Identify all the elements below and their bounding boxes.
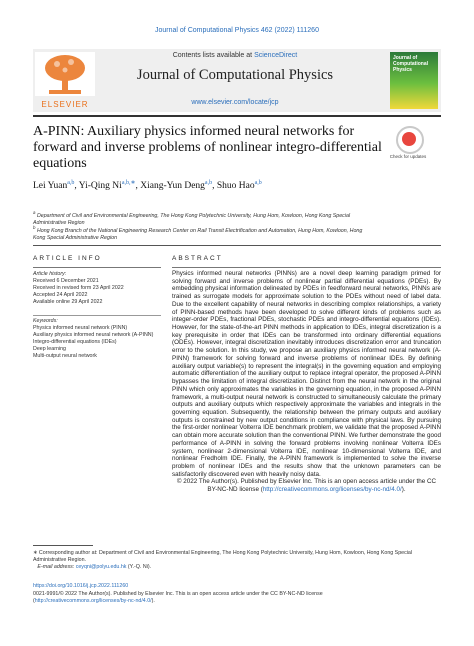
- affiliation-marker: a: [33, 210, 36, 215]
- history-label: Article history:: [33, 271, 67, 277]
- abstract-heading: ABSTRACT: [172, 255, 223, 262]
- license-suffix: ).: [401, 486, 406, 494]
- license-statement: [172, 478, 441, 493]
- history-item: Available online 29 April 2022: [33, 298, 103, 305]
- keyword-item: Auxiliary physics informed neural network (A-PINN): [33, 331, 154, 338]
- article-info-rule: [33, 267, 161, 268]
- affiliation-text: Hong Kong Branch of the National Engineering Research Center on Rail Transit Electrification and Automation, Hung Hom, Kowloon, Hong Kong Special Administrative Region: [33, 227, 363, 241]
- check-for-updates-label[interactable]: Check for updates: [389, 154, 427, 159]
- license-prefix: © 2022 The Author(s). Published by Elsevier Inc. This is an open access article under the CC BY-NC-ND license (: [176, 478, 437, 494]
- abstract-rule: [172, 267, 441, 268]
- copyright-notice: 0021-9991/© 2022 The Author(s). Published by Elsevier Inc. This is an open access article under the CC BY-NC-ND license (http://creativecommons.org/licenses/by-nc-nd/4.0/).: [33, 591, 441, 605]
- footnote-rule: [33, 545, 93, 546]
- author-affiliation-marker[interactable]: a,b: [204, 180, 213, 186]
- history-item: Accepted 24 April 2022: [33, 291, 88, 298]
- contents-line: [100, 52, 370, 59]
- abstract-text: Physics informed neural networks (PINNs) are a novel deep learning paradigm primed for solving forward and inverse problems of nonlinear partial differential equations (PDEs). By embedding physical information delineated by PDEs in feedforward neural networks, PINNs are trained as surrogate models for approximate solution to the PDEs without need of label data. Due to the excellent capability of neural networks in describing complex relationships, a variety of PINN-based methods have been developed to solve different kinds of problems such as integer-order PDEs, fractional PDEs, stochastic PDEs and integro-differential equations (IDEs). However, for the state-of-the-art PINN methods in application to IDEs, integral discretization is a key prerequisite in order that IDEs can be transformed into ordinary differential equations (ODEs). However, integral discretization inevitably introduces discretization error and truncation error to the solution. In this study, we propose an auxiliary physics informed neural network (A-PINN) framework for solving forward and inverse problems of nonlinear IDEs. By defining auxiliary output variable(s) to represent the integral(s) in the governing equation and employing automatic differentiation of the auxiliary output to replace integral operator, the proposed A-PINN bypasses the limitation of integral discretization. Distinct from the neural network in the original PINN which only approximates the variables in the governing equation, in the proposed A-PINN framework, a multi-output neural network is constructed to simultaneously calculate the primary outputs and auxiliary outputs which respectively approximate the variables and integrals in the governing equation. Subsequently, the relationship between the primary outputs and auxiliary outputs is constrained by new output conditions in compliance with physical laws. By pursuing the first-order nonlinear Volterra IDE benchmark problem, we validate that the proposed A-PINN can obtain more accurate solution than the conventional PINN. We further demonstrate the good performance of A-PINN in solving the forward problems involving nonlinear Volterra IDEs system, nonlinear 2-dimensional Volterra IDE, nonlinear 10-dimensional Volterra IDE, and nonlinear Fredholm IDE. Finally, the A-PINN framework is implemented to solve the inverse problem of nonlinear IDEs and the results show that the unknown parameters can be satisfactorily discovered even with heavily noisy data.: [172, 270, 441, 478]
- affiliation-b: [33, 224, 373, 242]
- journal-cover-title: Journal of Computational Physics: [393, 55, 428, 73]
- keyword-item: Deep learning: [33, 345, 66, 352]
- email-link[interactable]: ceyqni@polyu.edu.hk: [75, 564, 127, 570]
- email-line: [33, 564, 441, 571]
- keywords-rule: [33, 315, 161, 316]
- keyword-item: Physics informed neural network (PINN): [33, 324, 128, 331]
- copyright-license-link[interactable]: http://creativecommons.org/licenses/by-nc-nd/4.0/: [34, 598, 152, 604]
- author-affiliation-marker[interactable]: a,b,∗: [121, 180, 136, 186]
- section-rule: [33, 245, 441, 246]
- article-history: [33, 271, 161, 306]
- author-name[interactable]: Yi-Qing Ni: [78, 181, 122, 192]
- copyright-text: 0021-9991/© 2022 The Author(s). Published by Elsevier Inc. This is an open access article under the CC BY-NC-ND license: [33, 591, 323, 597]
- check-for-updates-mark: [402, 132, 416, 146]
- author-name[interactable]: Lei Yuan: [33, 181, 68, 192]
- keyword-item: Integro-differential equations (IDEs): [33, 338, 117, 345]
- keywords: [33, 318, 161, 359]
- journal-reference[interactable]: Journal of Computational Physics 462 (2022) 111260: [155, 27, 319, 34]
- author-affiliation-marker[interactable]: a,b: [67, 180, 75, 186]
- keyword-item: Multi-output neural network: [33, 352, 97, 359]
- article-info-heading: ARTICLE INFO: [33, 255, 102, 262]
- contents-prefix: Contents lists available at: [172, 52, 255, 59]
- keywords-label: Keywords:: [33, 318, 58, 324]
- author-affiliation-marker[interactable]: a,b: [254, 180, 262, 186]
- history-item: Received 6 December 2021: [33, 277, 99, 284]
- history-item: Received in revised form 23 April 2022: [33, 284, 124, 291]
- article-title: A-PINN: Auxiliary physics informed neural networks for forward and inverse problems of nonlinear integro-differential equations: [33, 124, 382, 171]
- author-list: Lei Yuan$^{a,b}$, Yi-Qing $Ni^{a,b,∗}$, Xiang-Yun Deng$^{a,b}$, Shuo Hao$^{a,b}$: [33, 180, 262, 192]
- email-label: E-mail address:: [37, 564, 75, 570]
- doi-link[interactable]: https://doi.org/10.1016/j.jcp.2022.111260: [33, 583, 129, 589]
- journal-name: Journal of Computational Physics: [136, 67, 334, 83]
- publisher-name: ELSEVIER: [41, 100, 89, 109]
- journal-url-link[interactable]: www.elsevier.com/locate/jcp: [191, 99, 279, 106]
- license-link[interactable]: http://creativecommons.org/licenses/by-nc-nd/4.0/: [262, 486, 402, 494]
- header-rule: [33, 115, 441, 117]
- corresponding-author-note: ∗ Corresponding author at: Department of Civil and Environmental Engineering, The Hong Kong Polytechnic University, Hung Hom, Kowloon, Hong Kong Special Administrative Region.: [33, 550, 413, 563]
- email-suffix: (Y.-Q. Ni).: [127, 564, 152, 570]
- affiliation-marker: b: [33, 225, 36, 230]
- author-name[interactable]: Shuo Hao: [216, 181, 255, 192]
- abstract-body: [172, 270, 441, 494]
- sciencedirect-link[interactable]: ScienceDirect: [254, 52, 298, 59]
- author-name[interactable]: Xiang-Yun Deng: [140, 181, 205, 192]
- footnote: [33, 550, 441, 571]
- affiliation-text: Department of Civil and Environmental Engineering, The Hong Kong Polytechnic University, Hung Hom, Kowloon, Hong Kong Special Administrative Region: [33, 212, 351, 226]
